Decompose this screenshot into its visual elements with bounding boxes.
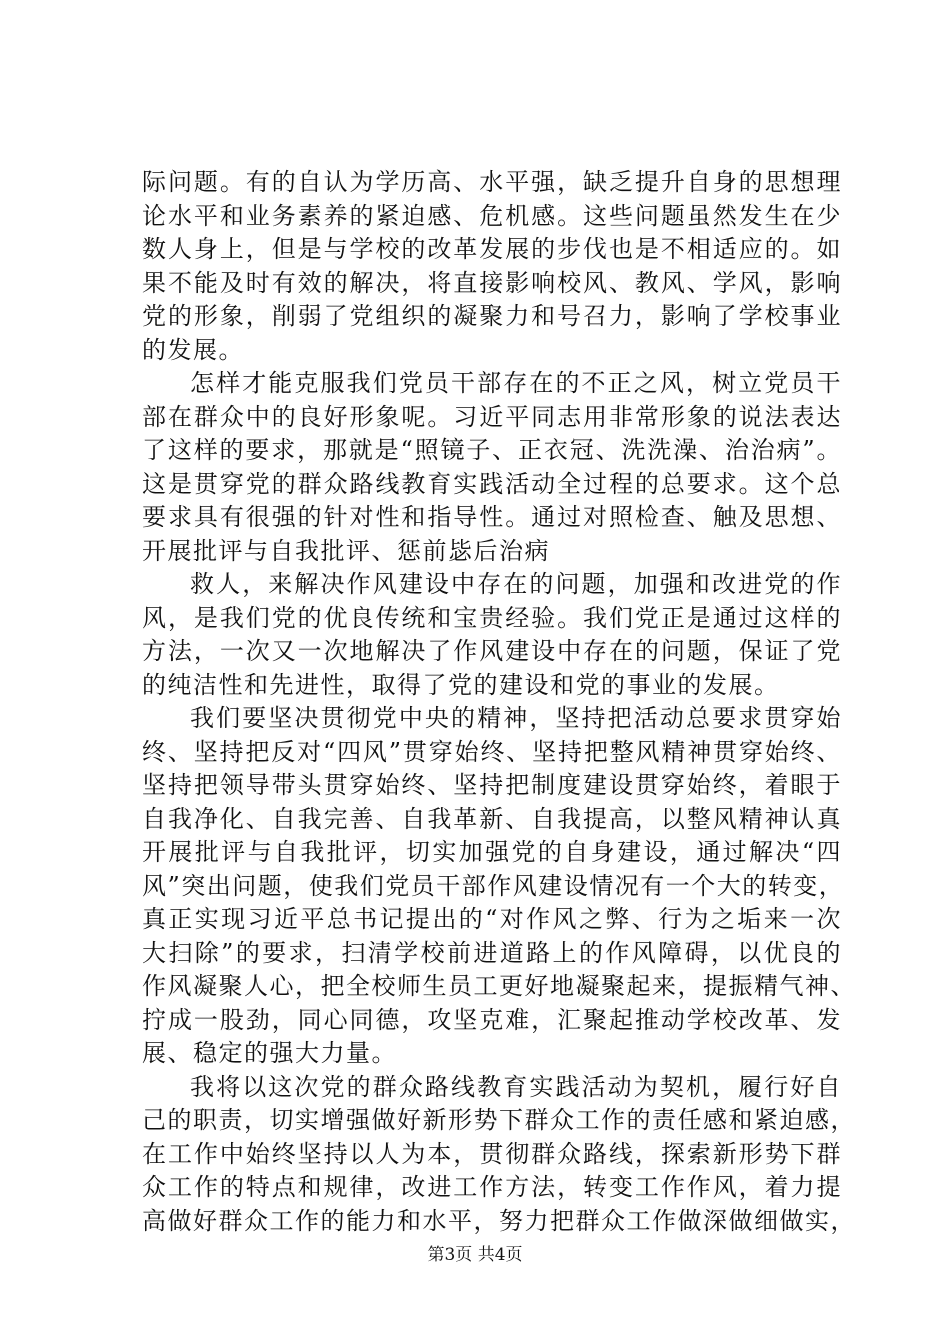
text-line: 众工作的特点和规律，改进工作方法，转变工作作风，着力提 bbox=[142, 1173, 842, 1201]
text-line: 果不能及时有效的解决，将直接影响校风、教风、学风，影响 bbox=[142, 268, 842, 297]
text-line: 论水平和业务素养的紧迫感、危机感。这些问题虽然发生在少 bbox=[142, 201, 842, 230]
text-line: 开展批评与自我批评、惩前毖后治病 bbox=[142, 536, 550, 565]
text-line: 要求具有很强的针对性和指导性。通过对照检查、触及思想、 bbox=[142, 503, 842, 531]
text-line: 作风凝聚人心，把全校师生员工更好地凝聚起来，提振精气神、 bbox=[142, 972, 856, 1000]
text-line: 党的形象，削弱了党组织的凝聚力和号召力，影响了学校事业 bbox=[142, 302, 842, 330]
text-line: 这是贯穿党的群众路线教育实践活动全过程的总要求。这个总 bbox=[142, 469, 842, 498]
text-line: 自我净化、自我完善、自我革新、自我提高，以整风精神认真 bbox=[142, 804, 842, 833]
text-line: 高做好群众工作的能力和水平，努力把群众工作做深做细做实， bbox=[142, 1206, 856, 1235]
text-line: 在工作中始终坚持以人为本，贯彻群众路线，探索新形势下群 bbox=[142, 1139, 842, 1168]
text-line: 真正实现习近平总书记提出的“对作风之弊、行为之垢来一次 bbox=[142, 905, 842, 933]
text-line: 的纯洁性和先进性，取得了党的建设和党的事业的发展。 bbox=[142, 670, 780, 699]
text-line: 己的职责，切实增强做好新形势下群众工作的责任感和紧迫感， bbox=[142, 1106, 856, 1134]
text-line: 部在群众中的良好形象呢。习近平同志用非常形象的说法表达 bbox=[142, 402, 842, 431]
text-line: 拧成一股劲，同心同德，攻坚克难，汇聚起推动学校改革、发 bbox=[142, 1005, 842, 1034]
text-line: 数人身上，但是与学校的改革发展的步伐也是不相适应的。如 bbox=[142, 235, 842, 263]
text-line: 我将以这次党的群众路线教育实践活动为契机，履行好自 bbox=[190, 1072, 842, 1101]
text-line: 我们要坚决贯彻党中央的精神，坚持把活动总要求贯穿始 bbox=[190, 704, 842, 732]
text-line: 坚持把领导带头贯穿始终、坚持把制度建设贯穿始终，着眼于 bbox=[142, 771, 842, 799]
page-number-footer: 第3页 共4页 bbox=[427, 1245, 523, 1265]
body-text bbox=[142, 166, 856, 1238]
text-line: 救人，来解决作风建设中存在的问题，加强和改进党的作 bbox=[190, 570, 842, 598]
text-line: 怎样才能克服我们党员干部存在的不正之风，树立党员干 bbox=[190, 369, 842, 397]
text-line: 终、坚持把反对“四风”贯穿始终、坚持把整风精神贯穿始终、 bbox=[142, 737, 842, 766]
text-line: 风”突出问题，使我们党员干部作风建设情况有一个大的转变， bbox=[142, 871, 845, 900]
text-line: 际问题。有的自认为学历高、水平强，缺乏提升自身的思想理 bbox=[142, 168, 842, 196]
text-line: 开展批评与自我批评，切实加强党的自身建设，通过解决“四 bbox=[142, 838, 842, 866]
text-line: 大扫除”的要求，扫清学校前进道路上的作风障碍，以优良的 bbox=[142, 938, 842, 967]
text-line: 风，是我们党的优良传统和宝贵经验。我们党正是通过这样的 bbox=[142, 603, 842, 632]
text-line: 展、稳定的强大力量。 bbox=[142, 1039, 397, 1067]
text-line: 方法，一次又一次地解决了作风建设中存在的问题，保证了党 bbox=[142, 637, 842, 665]
text-line: 的发展。 bbox=[142, 335, 244, 364]
text-line: 了这样的要求，那就是“照镜子、正衣冠、洗洗澡、治治病”。 bbox=[142, 436, 842, 464]
